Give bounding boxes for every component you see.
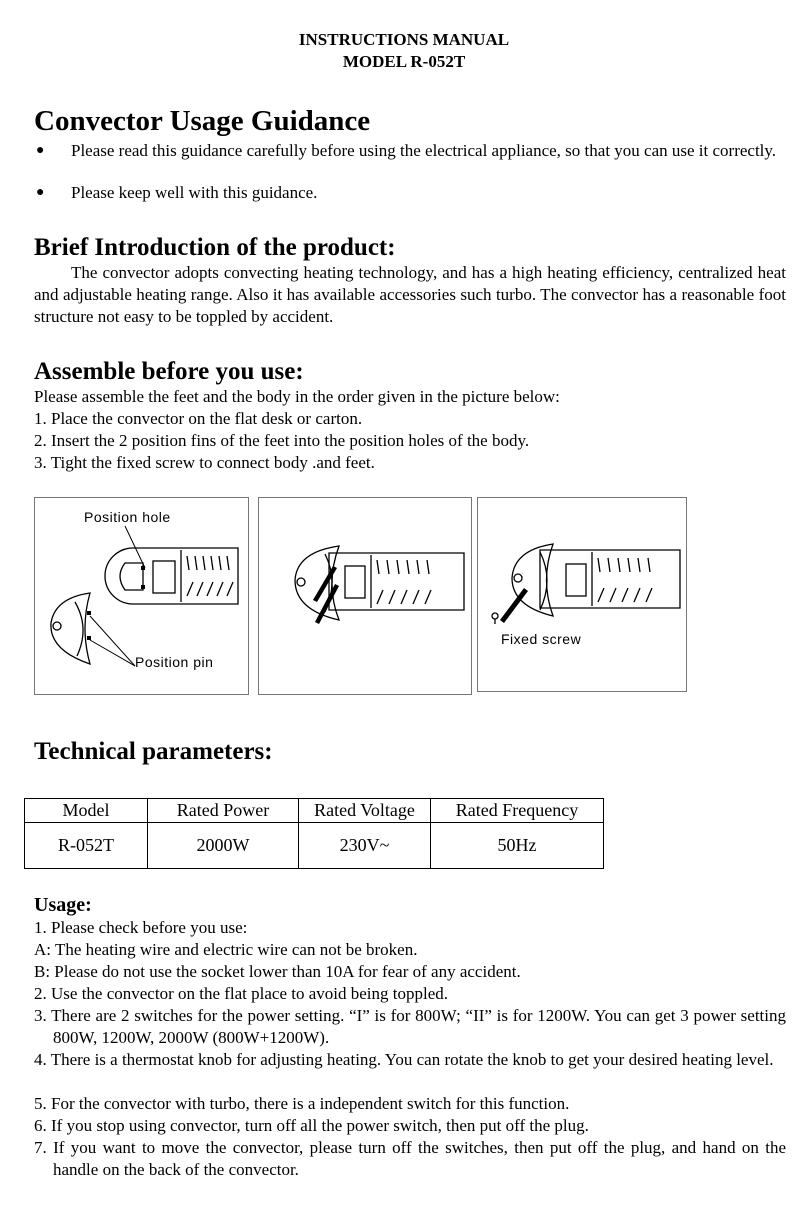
convector-screw-diagram xyxy=(478,498,686,691)
cell-rated-power: 2000W xyxy=(148,823,299,869)
header-rated-power: Rated Power xyxy=(148,799,299,823)
model-title: MODEL R-052T xyxy=(342,52,466,71)
bullet-dot-icon: ● xyxy=(36,185,45,200)
usage-line-3: 3. There are 2 switches for the power setting. “I” is for 800W; “II” is for 1200W. You can get 3 power setting 800W, 1200W, 2000W (800W+1200W). xyxy=(34,1006,786,1047)
usage-line-a: A: The heating wire and electric wire can not be broken. xyxy=(34,940,418,959)
header-rated-frequency: Rated Frequency xyxy=(431,799,604,823)
usage-line-1: 1. Please check before you use: xyxy=(34,918,248,937)
technical-table xyxy=(24,798,604,869)
guidance-bullet-1: Please read this guidance carefully before using the electrical appliance, so that you can use it correctly. xyxy=(71,141,777,160)
manual-title: INSTRUCTIONS MANUAL xyxy=(298,30,510,49)
header-rated-voltage: Rated Voltage xyxy=(299,799,431,823)
guidance-bullet-2: Please keep well with this guidance. xyxy=(71,183,318,202)
usage-heading: Usage: xyxy=(34,894,92,916)
figure-fixed-screw xyxy=(477,497,687,692)
position-hole-label: Position hole xyxy=(84,509,171,525)
assemble-heading: Assemble before you use: xyxy=(34,358,304,385)
bullet-dot-icon: ● xyxy=(36,143,45,158)
figure-position-hole-pin xyxy=(34,497,249,695)
cell-rated-voltage: 230V~ xyxy=(299,823,431,869)
usage-line-4: 4. There is a thermostat knob for adjusting heating. You can rotate the knob to get your desired heating level. xyxy=(34,1050,774,1069)
figure-insert-feet xyxy=(258,497,472,695)
assemble-instruction: Please assemble the feet and the body in the order given in the picture below: xyxy=(34,387,560,406)
cell-rated-frequency: 50Hz xyxy=(431,823,604,869)
usage-line-6: 6. If you stop using convector, turn off all the power switch, then put off the plug. xyxy=(34,1116,589,1135)
convector-insert-diagram xyxy=(259,498,471,694)
guidance-heading: Convector Usage Guidance xyxy=(34,105,371,137)
assemble-step-2: 2. Insert the 2 position fins of the feet into the position holes of the body. xyxy=(34,431,530,450)
header-model: Model xyxy=(25,799,148,823)
assemble-step-1: 1. Place the convector on the flat desk or carton. xyxy=(34,409,363,428)
position-pin-label: Position pin xyxy=(135,654,214,670)
assemble-step-3: 3. Tight the fixed screw to connect body .and feet. xyxy=(34,453,375,472)
usage-line-5: 5. For the convector with turbo, there is a independent switch for this function. xyxy=(34,1094,570,1113)
technical-heading: Technical parameters: xyxy=(34,738,273,765)
table-header-row xyxy=(25,799,604,823)
usage-line-b: B: Please do not use the socket lower than 10A for fear of any accident. xyxy=(34,962,521,981)
intro-paragraph: The convector adopts convecting heating technology, and has a high heating efficiency, centralized heat and adjustable heating range. Also it has available accessories such turbo. The convector has a reasonable foot structure not easy to be toppled by accident. xyxy=(34,263,786,326)
usage-line-7: 7. If you want to move the convector, please turn off the switches, then put off the plug, and hand on the handle on the back of the convector. xyxy=(34,1138,786,1179)
usage-line-2: 2. Use the convector on the flat place to avoid being toppled. xyxy=(34,984,449,1003)
table-row xyxy=(25,823,604,869)
cell-model: R-052T xyxy=(25,823,148,869)
fixed-screw-label: Fixed screw xyxy=(501,631,582,647)
intro-heading: Brief Introduction of the product: xyxy=(34,234,396,261)
